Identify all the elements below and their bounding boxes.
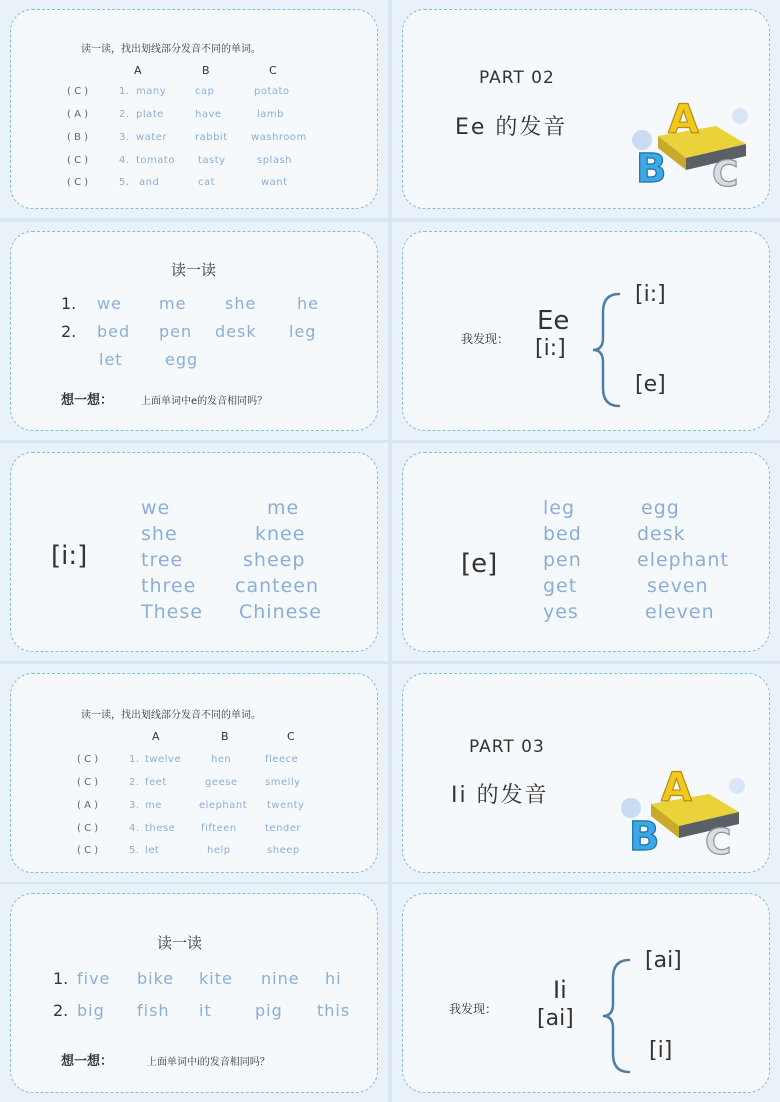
word-3c: washroom — [251, 132, 307, 143]
word-1b: hen — [211, 754, 232, 765]
slide-card — [10, 9, 378, 209]
word-right-1: me — [267, 497, 300, 519]
word-this: this — [317, 1001, 351, 1020]
row-num-5: 5. — [129, 845, 140, 856]
block-a: A — [661, 765, 692, 811]
word-hi: hi — [325, 969, 342, 988]
col-b-header: B — [202, 64, 210, 77]
word-4c: tender — [265, 823, 302, 834]
word-we: we — [97, 294, 122, 313]
think-question: 上面单词中i的发音相同吗？ — [147, 1057, 270, 1068]
word-right-4: canteen — [235, 575, 320, 597]
think-question: 上面单词中e的发音相同吗？ — [141, 396, 268, 407]
slide-card — [402, 231, 770, 431]
word-left-5: These — [141, 601, 203, 623]
row-num-2: 2. — [129, 777, 140, 788]
word-right-2: knee — [255, 523, 306, 545]
word-4b: tasty — [198, 155, 226, 166]
abc-blocks-icon — [619, 746, 751, 858]
word-nine: nine — [261, 969, 300, 988]
slide-card — [402, 673, 770, 873]
part-label: PART 02 — [479, 68, 555, 88]
word-left-4: three — [141, 575, 197, 597]
block-c: C — [712, 154, 739, 190]
word-5b: cat — [198, 177, 216, 188]
slide-quiz-e — [0, 0, 388, 218]
word-4b: fifteen — [201, 823, 237, 834]
think-label: 想一想： — [61, 393, 114, 408]
row-num-4: 4. — [119, 155, 130, 166]
word-2a: plate — [136, 109, 164, 120]
answer-3: ( B ) — [67, 132, 89, 143]
word-4a: tomato — [136, 155, 175, 166]
word-bed: bed — [97, 322, 131, 341]
word-4c: splash — [257, 155, 293, 166]
word-left-3: pen — [543, 549, 582, 571]
word-3a: water — [136, 132, 167, 143]
branch-bottom-ipa: [e] — [635, 372, 666, 397]
word-4a: these — [145, 823, 176, 834]
word-fish: fish — [137, 1001, 170, 1020]
answer-2: ( C ) — [77, 777, 99, 788]
branch-top-ipa: [i:] — [635, 282, 666, 307]
row-num-1: 1. — [119, 86, 130, 97]
word-3a: me — [145, 800, 162, 811]
line2-num: 2. — [61, 322, 77, 341]
word-5a: and — [139, 177, 160, 188]
slide-card — [10, 893, 378, 1093]
letter-ii: Ii — [553, 976, 567, 1004]
answer-5: ( C ) — [77, 845, 99, 856]
word-she: she — [225, 294, 257, 313]
think-label: 想一想： — [61, 1054, 114, 1069]
row-num-4: 4. — [129, 823, 140, 834]
word-1a: twelve — [145, 754, 182, 765]
answer-3: ( A ) — [77, 800, 99, 811]
answer-1: ( C ) — [77, 754, 99, 765]
word-1c: potato — [254, 86, 290, 97]
word-2b: have — [195, 109, 222, 120]
brace-icon — [589, 290, 625, 410]
answer-4: ( C ) — [67, 155, 89, 166]
discover-label: 我发现： — [449, 1002, 498, 1016]
read-title: 读一读 — [157, 934, 203, 952]
word-right-4: seven — [647, 575, 709, 597]
word-2c: smelly — [265, 777, 301, 788]
line1-num: 1. — [61, 294, 77, 313]
slide-card — [402, 452, 770, 652]
word-left-3: tree — [141, 549, 184, 571]
word-right-2: desk — [637, 523, 686, 545]
branch-top-ipa: [ai] — [645, 948, 682, 973]
row-num-5: 5. — [119, 177, 130, 188]
ipa-symbol: [i:] — [51, 541, 88, 571]
part-label: PART 03 — [469, 737, 545, 757]
line1-num: 1. — [53, 969, 69, 988]
section-title: Ee 的发音 — [455, 115, 568, 140]
slide-card — [10, 231, 378, 431]
word-me: me — [159, 294, 187, 313]
word-1c: fleece — [265, 754, 299, 765]
word-2a: feet — [145, 777, 167, 788]
slide-card — [402, 893, 770, 1093]
word-egg: egg — [165, 350, 199, 369]
answer-2: ( A ) — [67, 109, 89, 120]
slide-part-03 — [392, 664, 780, 882]
word-pig: pig — [255, 1001, 283, 1020]
word-5a: let — [145, 845, 160, 856]
row-num-3: 3. — [119, 132, 130, 143]
slide-read-i — [0, 884, 388, 1102]
word-it: it — [199, 1001, 212, 1020]
word-left-2: bed — [543, 523, 582, 545]
answer-1: ( C ) — [67, 86, 89, 97]
letter-ipa: [i:] — [535, 336, 566, 361]
col-b-header: B — [221, 730, 229, 743]
block-b: B — [629, 814, 660, 858]
row-num-2: 2. — [119, 109, 130, 120]
slide-card — [10, 452, 378, 652]
word-he: he — [297, 294, 319, 313]
brace-icon — [599, 956, 635, 1076]
word-let: let — [99, 350, 123, 369]
col-c-header: C — [269, 64, 277, 77]
answer-5: ( C ) — [67, 177, 89, 188]
block-b: B — [636, 146, 667, 190]
line2-num: 2. — [53, 1001, 69, 1020]
word-five: five — [77, 969, 111, 988]
word-right-5: eleven — [645, 601, 715, 623]
word-leg: leg — [289, 322, 317, 341]
abc-blocks-icon — [628, 78, 756, 190]
slide-read-e — [0, 222, 388, 440]
col-a-header: A — [134, 64, 142, 77]
word-left-1: we — [141, 497, 171, 519]
word-desk: desk — [215, 322, 257, 341]
slide-ee-long — [0, 443, 388, 661]
word-2c: lamb — [257, 109, 284, 120]
word-3b: elephant — [199, 800, 248, 811]
col-c-header: C — [287, 730, 295, 743]
word-1a: many — [136, 86, 167, 97]
quiz-instruction: 读一读，找出划线部分发音不同的单词。 — [81, 710, 261, 721]
word-left-4: get — [543, 575, 578, 597]
word-left-2: she — [141, 523, 178, 545]
slide-discover-e — [392, 222, 780, 440]
discover-label: 我发现： — [461, 332, 510, 346]
section-title: Ii 的发音 — [451, 783, 549, 808]
read-title: 读一读 — [171, 261, 217, 279]
quiz-instruction: 读一读，找出划线部分发音不同的单词。 — [81, 44, 261, 55]
slide-e-short — [392, 443, 780, 661]
word-5c: want — [261, 177, 288, 188]
slide-card — [402, 9, 770, 209]
word-pen: pen — [159, 322, 193, 341]
word-right-1: egg — [641, 497, 680, 519]
letter-ipa: [ai] — [537, 1006, 574, 1031]
word-5b: help — [207, 845, 231, 856]
word-left-1: leg — [543, 497, 576, 519]
word-5c: sheep — [267, 845, 300, 856]
ipa-symbol: [e] — [461, 549, 498, 579]
word-right-3: sheep — [243, 549, 306, 571]
row-num-3: 3. — [129, 800, 140, 811]
word-bike: bike — [137, 969, 175, 988]
word-left-5: yes — [543, 601, 579, 623]
word-3c: twenty — [267, 800, 305, 811]
word-1b: cap — [195, 86, 215, 97]
word-right-3: elephant — [637, 549, 729, 571]
word-right-5: Chinese — [239, 601, 322, 623]
block-c: C — [705, 822, 732, 858]
word-big: big — [77, 1001, 105, 1020]
slide-quiz-e-2 — [0, 664, 388, 882]
answer-4: ( C ) — [77, 823, 99, 834]
word-3b: rabbit — [195, 132, 228, 143]
word-kite: kite — [199, 969, 233, 988]
branch-bottom-ipa: [i] — [649, 1038, 673, 1063]
slide-card — [10, 673, 378, 873]
row-num-1: 1. — [129, 754, 140, 765]
slide-part-02 — [392, 0, 780, 218]
word-2b: geese — [205, 777, 238, 788]
letter-ee: Ee — [537, 306, 570, 336]
slide-discover-i — [392, 884, 780, 1102]
block-a: A — [668, 97, 699, 143]
col-a-header: A — [152, 730, 160, 743]
